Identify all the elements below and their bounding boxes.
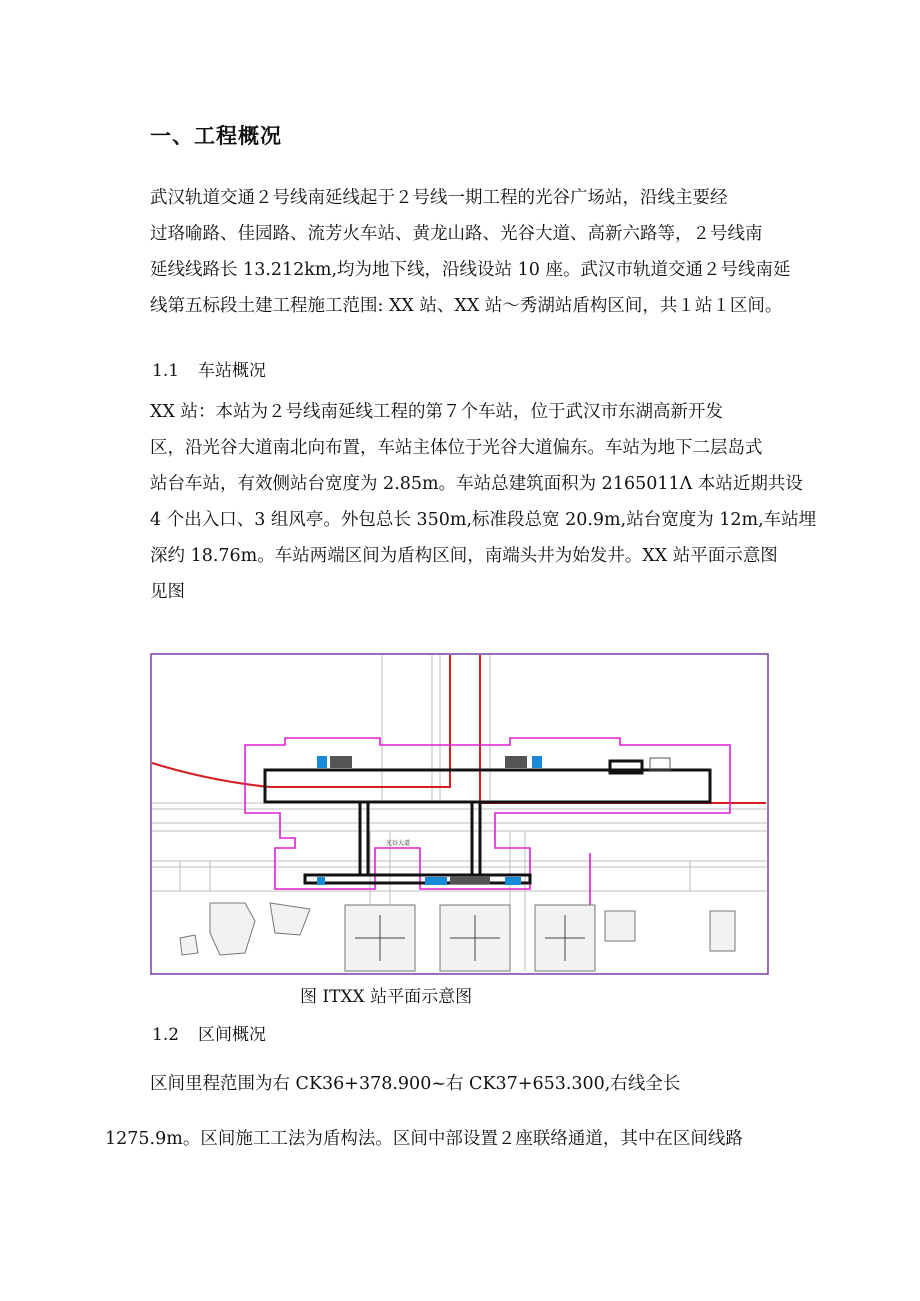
intro-paragraph (150, 180, 820, 324)
interval-line-1: 区间里程范围为右 CK36+378.900~右 CK37+653.300,右线全长 (150, 1074, 681, 1094)
subsection-heading-1-1 (152, 356, 266, 381)
subsection-title: 车站概况 (198, 361, 266, 381)
station-line-6: 见图 (150, 582, 185, 602)
station-paragraph (150, 394, 820, 610)
station-line-4: 4 个出入口、3 组风亭。外包总长 350m,标准段总宽 20.9m,站台宽度为 12m,车站埋 (150, 510, 817, 530)
road-label: 光谷大道 (386, 840, 411, 847)
subsection-heading-1-2 (152, 1020, 266, 1045)
section-heading: 一、工程概况 (150, 124, 282, 148)
station-line-1: XX 站：本站为２号线南延线工程的第７个车站，位于武汉市东湖高新开发 (150, 402, 723, 422)
intro-line-1: 武汉轨道交通２号线南延线起于２号线一期工程的光谷广场站，沿线主要经 (150, 188, 728, 208)
station-line-2: 区，沿光谷大道南北向布置，车站主体位于光谷大道偏东。车站为地下二层岛式 (150, 438, 763, 458)
figure-caption: 图 ITXX 站平面示意图 (300, 987, 473, 1007)
intro-line-4: 线第五标段土建工程施工范围: XX 站、XX 站～秀湖站盾构区间，共１站１区间。 (150, 296, 783, 316)
subsection-number: 1.1 (152, 361, 180, 381)
intro-line-3: 延线线路长 13.212km,均为地下线，沿线设站 10 座。武汉市轨道交通２号线南延 (150, 260, 791, 280)
station-line-3: 站台车站，有效侧站台宽度为 2.85m。车站总建筑面积为 2165011Λ 本站近期共设 (150, 474, 803, 494)
station-plan-figure (150, 653, 770, 975)
station-line-5: 深约 18.76m。车站两端区间为盾构区间，南端头井为始发井。XX 站平面示意图 (150, 546, 778, 566)
subsection-title: 区间概况 (198, 1025, 266, 1045)
subsection-number: 1.2 (152, 1025, 180, 1045)
intro-line-2: 过珞喻路、佳园路、流芳火车站、黄龙山路、光谷大道、高新六路等，２号线南 (150, 224, 763, 244)
interval-line-2: 1275.9m。区间施工工法为盾构法。区间中部设置２座联络通道，其中在区间线路 (105, 1129, 743, 1149)
